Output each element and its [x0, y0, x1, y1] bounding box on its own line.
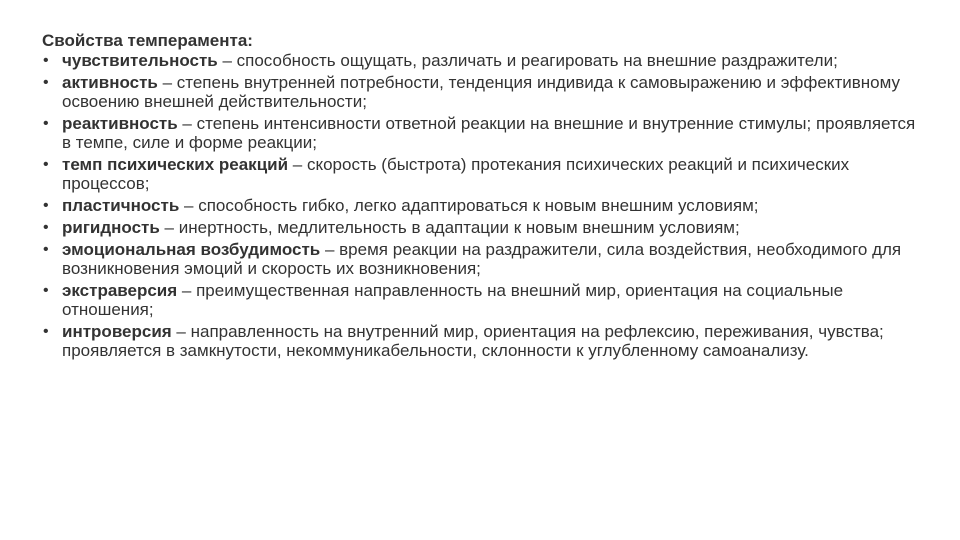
item-description: – способность гибко, легко адаптироваться к новым внешним условиям; [179, 196, 759, 215]
slide-content [42, 31, 922, 363]
bullet-icon: • [43, 156, 49, 173]
list-item [42, 73, 922, 111]
item-term: активность [62, 73, 158, 92]
bullet-icon: • [43, 282, 49, 299]
item-description: – время реакции на раздражители, сила воздействия, необходимого для возникновения эмоций и скорость их возникновения; [62, 240, 902, 278]
item-term: экстраверсия [62, 281, 178, 300]
item-term: ригидность [62, 218, 160, 237]
bullet-icon: • [43, 74, 49, 91]
list-item [42, 218, 922, 237]
list-item [42, 322, 922, 360]
item-term: темп психических реакций [62, 155, 289, 174]
list-item [42, 51, 922, 70]
bullet-icon: • [43, 219, 49, 236]
item-term: интроверсия [62, 322, 172, 341]
item-term: реактивность [62, 114, 178, 133]
list-item [42, 196, 922, 215]
bullet-icon: • [43, 52, 49, 69]
item-description: – скорость (быстрота) протекания психических реакций и психических процессов; [62, 155, 850, 193]
item-description: – степень внутренней потребности, тенденция индивида к самовыражению и эффективному освоению внешней действительности; [62, 73, 900, 111]
item-description: – способность ощущать, различать и реагировать на внешние раздражители; [217, 51, 838, 70]
item-description: – преимущественная направленность на внешний мир, ориентация на социальные отношения; [62, 281, 844, 319]
properties-list [42, 51, 922, 360]
item-term: пластичность [62, 196, 180, 215]
bullet-icon: • [43, 241, 49, 258]
list-item [42, 155, 922, 193]
list-item [42, 240, 922, 278]
item-description: – инертность, медлительность в адаптации к новым внешним условиям; [159, 218, 740, 237]
bullet-icon: • [43, 323, 49, 340]
bullet-icon: • [43, 197, 49, 214]
slide-title: Свойства темперамента: [42, 31, 253, 50]
item-description: – направленность на внутренний мир, ориентация на рефлексию, переживания, чувства; проявляется в замкнутости, некоммуникабельности, склонности к углубленному самоанализу. [62, 322, 884, 360]
bullet-icon: • [43, 115, 49, 132]
list-item [42, 114, 922, 152]
list-item [42, 281, 922, 319]
item-description: – степень интенсивности ответной реакции на внешние и внутренние стимулы; проявляется в темпе, силе и форме реакции; [62, 114, 916, 152]
item-term: чувствительность [62, 51, 218, 70]
item-term: эмоциональная возбудимость [62, 240, 321, 259]
